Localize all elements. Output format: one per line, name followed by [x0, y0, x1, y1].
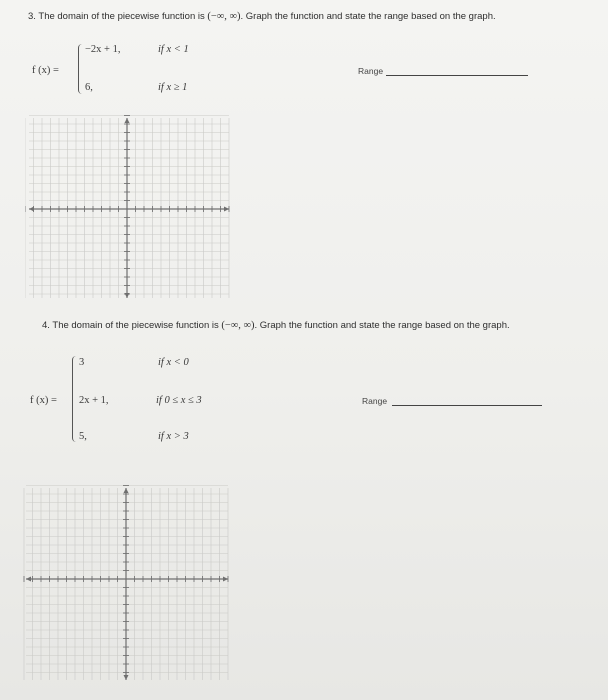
problem4-piece-1-condition: if x < 0: [158, 357, 189, 368]
problem4-title-text: 4. The domain of the piecewise function is: [42, 320, 219, 331]
problem3-piece-2-condition: if x ≥ 1: [158, 82, 188, 93]
problem3-domain-interval: (−∞, ∞): [207, 11, 241, 22]
problem4-piece-2-expr: 2x + 1,: [79, 395, 109, 406]
problem3-function-name: f (x) =: [32, 65, 59, 76]
problem4-brace: [72, 356, 79, 442]
problem4-coordinate-grid[interactable]: [22, 484, 232, 684]
problem3-title-text: 3. The domain of the piecewise function is: [28, 11, 205, 22]
problem3-piece-2-expr: 6,: [85, 82, 93, 93]
problem4-range-label: Range: [362, 396, 388, 406]
problem3-brace: [78, 44, 85, 94]
problem3-piece-1-condition: if x < 1: [158, 44, 189, 55]
problem3-title: [28, 11, 496, 22]
problem4-y-axis-arrow-up: [124, 488, 129, 493]
problem4-title-tail: . Graph the function and state the range based on the graph.: [254, 320, 510, 331]
problem4-piece-2-condition: if 0 ≤ x ≤ 3: [156, 395, 202, 406]
problem4-range-answer-line[interactable]: [392, 405, 542, 406]
problem3-x-axis-arrow-right: [224, 207, 229, 212]
problem4-title: [42, 320, 510, 331]
problem4-domain-interval: (−∞, ∞): [221, 320, 255, 331]
problem4-piece-1-expr: 3: [79, 357, 85, 368]
problem3-coordinate-grid[interactable]: [25, 114, 233, 302]
problem3-range-label: Range: [358, 66, 384, 76]
problem4-x-axis-arrow-right: [223, 577, 228, 582]
problem3-range-answer-line[interactable]: [386, 75, 528, 76]
problem3-piece-1-expr: −2x + 1,: [85, 44, 121, 55]
problem4-x-axis-arrow-left: [26, 577, 31, 582]
problem4-piece-3-expr: 5,: [79, 431, 87, 442]
problem4-y-axis-arrow-down: [124, 675, 129, 680]
problem3-y-axis-arrow-up: [125, 118, 130, 123]
problem4-function-name: f (x) =: [30, 395, 57, 406]
problem3-title-tail: . Graph the function and state the range based on the graph.: [240, 11, 496, 22]
problem3-x-axis-arrow-left: [29, 207, 34, 212]
problem4-piece-3-condition: if x > 3: [158, 431, 189, 442]
problem3-y-axis-arrow-down: [125, 293, 130, 298]
